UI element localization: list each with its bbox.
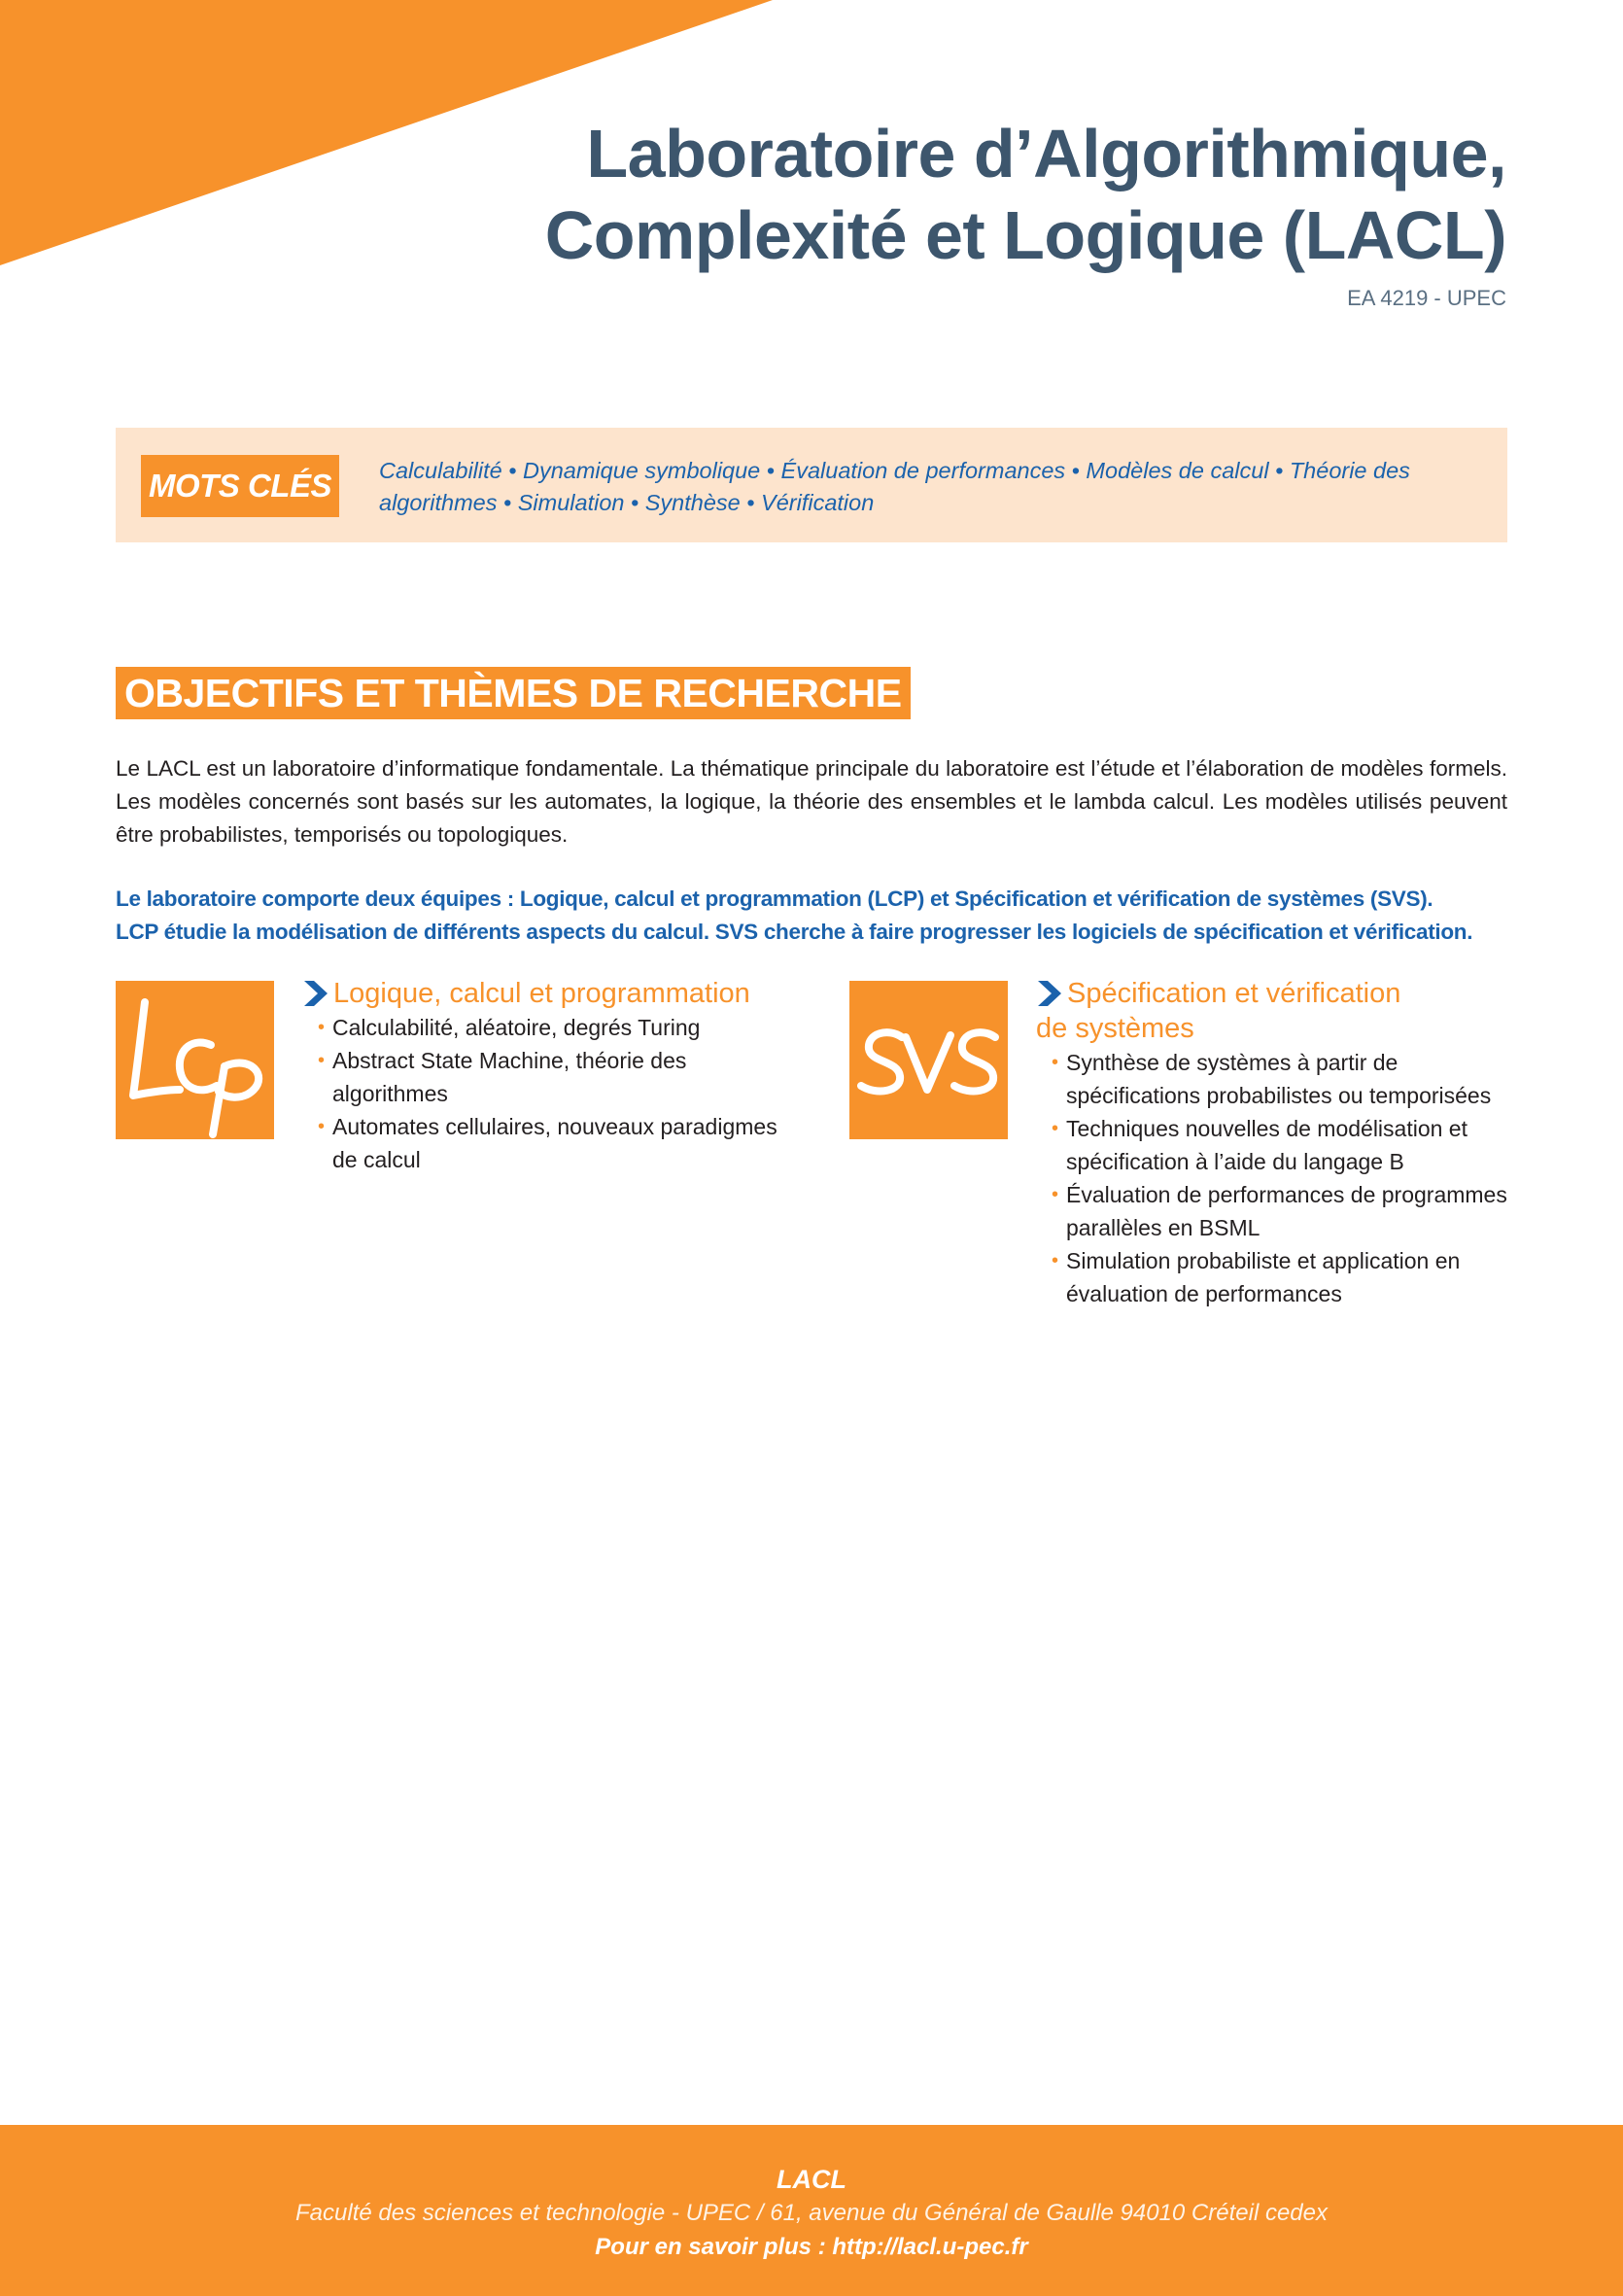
bullet-icon: •	[318, 1017, 326, 1038]
bullet-icon: •	[1052, 1250, 1059, 1271]
team-svs-title	[1036, 976, 1522, 1046]
team-lcp-title-line: Logique, calcul et programmation	[333, 978, 750, 1009]
team-lcp	[302, 976, 788, 1176]
bullet-icon: •	[1052, 1118, 1059, 1139]
page-footer	[0, 2125, 1623, 2296]
footer-website-link[interactable]: Pour en savoir plus : http://lacl.u-pec.fr	[595, 2234, 1028, 2260]
team-lcp-title	[302, 976, 788, 1011]
team-svs-list	[1036, 1046, 1522, 1310]
chevron-right-icon	[1036, 979, 1065, 1008]
bullet-icon: •	[1052, 1184, 1059, 1205]
list-item: • Évaluation de performances de programmes parallèles en BSML	[1052, 1178, 1522, 1244]
keywords-box	[116, 428, 1507, 542]
footer-lab-name: LACL	[777, 2165, 846, 2194]
lcp-logo-handwriting	[116, 981, 274, 1139]
teams-statement	[116, 883, 1515, 949]
list-item: • Calculabilité, aléatoire, degrés Turing	[318, 1011, 788, 1044]
team-lcp-list	[302, 1011, 788, 1176]
teams-statement-line-1: Le laboratoire comporte deux équipes : Logique, calcul et programmation (LCP) et Spécification et vérification de systèmes (SVS).	[116, 887, 1433, 911]
chevron-right-icon	[302, 979, 331, 1008]
team-svs-title-line-2: de systèmes	[1036, 1013, 1194, 1044]
list-item: • Techniques nouvelles de modélisation et spécification à l’aide du langage B	[1052, 1112, 1522, 1178]
team-svs-title-line-1: Spécification et vérification	[1067, 978, 1401, 1009]
page-header	[545, 113, 1506, 311]
page-title-line-2: Complexité et Logique (LACL)	[544, 197, 1506, 273]
intro-paragraph: Le LACL est un laboratoire d’informatique fondamentale. La thématique principale du laboratoire est l’étude et l’élaboration de modèles formels. Les modèles concernés sont basés sur les automates, la logique, la théorie des ensembles et le lambda calcul. Les modèles utilisés peuvent être probabilistes, temporisés ou topologiques.	[116, 756, 1507, 847]
list-item: • Automates cellulaires, nouveaux paradigmes de calcul	[318, 1110, 788, 1176]
svs-logo-handwriting	[849, 981, 1008, 1139]
team-svs	[1036, 976, 1522, 1310]
section-heading-research: OBJECTIFS ET THÈMES DE RECHERCHE	[116, 667, 911, 719]
list-item: • Synthèse de systèmes à partir de spécifications probabilistes ou temporisées	[1052, 1046, 1522, 1112]
keywords-label: MOTS CLÉS	[141, 455, 339, 517]
keywords-text: Calculabilité • Dynamique symbolique • Évaluation de performances • Modèles de calcul • Théorie des algorithmes • Simulation • Synthèse • Vérification	[379, 458, 1410, 515]
page-subtitle: EA 4219 - UPEC	[1347, 286, 1506, 310]
list-item: • Simulation probabiliste et application en évaluation de performances	[1052, 1244, 1522, 1310]
page-title-line-1: Laboratoire d’Algorithmique,	[586, 116, 1506, 191]
list-item: • Abstract State Machine, théorie des algorithmes	[318, 1044, 788, 1110]
footer-address: Faculté des sciences et technologie - UPEC / 61, avenue du Général de Gaulle 94010 Créteil cedex	[295, 2200, 1328, 2226]
bullet-icon: •	[1052, 1052, 1059, 1073]
bullet-icon: •	[318, 1116, 326, 1137]
bullet-icon: •	[318, 1050, 326, 1071]
lcp-logo	[116, 981, 274, 1139]
teams-statement-line-2: LCP étudie la modélisation de différents aspects du calcul. SVS cherche à faire progresser les logiciels de spécification et vérification.	[116, 920, 1473, 944]
svs-logo	[849, 981, 1008, 1139]
